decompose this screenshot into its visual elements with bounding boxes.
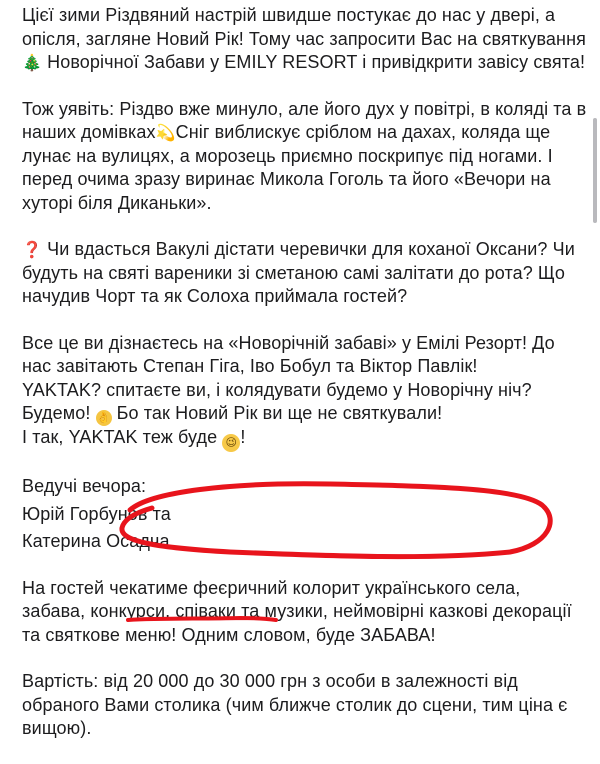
text-fragment: Будемо! (22, 403, 91, 423)
text-fragment: Бо так Новий Рік ви ще не святкували! (116, 403, 443, 423)
paragraph-artists (22, 332, 590, 453)
text-fragment: ! (240, 427, 246, 447)
text-line: забава, конкурси, співаки та музики, неймовірні казкові декорації (22, 601, 572, 621)
text-line (22, 402, 590, 426)
question-mark-icon: ❓ (22, 240, 43, 259)
text-fragment: Новорічної Забави у EMILY RESORT і привідкрити завісу свята! (47, 52, 586, 72)
text-line (22, 426, 590, 452)
text-line: Катерина Осадча (22, 531, 170, 551)
text-line: начудив Чорт та як Солоха приймала гостей? (22, 286, 408, 306)
post-text (22, 4, 590, 764)
text-line: опісля, загляне Новий Рік! Тому час запросити Вас на святкування (22, 28, 586, 49)
text-fragment: І так, YAKTAK теж буде (22, 427, 218, 447)
dizzy-sparkle-icon: 💫 (155, 123, 176, 142)
paragraph-questions (22, 238, 590, 309)
paragraph-program (22, 577, 590, 648)
ok-hand-icon: 👌 (96, 412, 111, 424)
scrollbar-thumb[interactable] (593, 118, 597, 223)
paragraph-price (22, 670, 590, 741)
text-line: Тож уявіть: Різдво вже минуло, але його дух у повітрі, в коляді та в (22, 98, 587, 119)
text-line: Юрій Горбунов та (22, 503, 171, 524)
winking-face-icon: 😉 (222, 434, 240, 452)
text-line (22, 51, 590, 75)
text-line (22, 121, 590, 145)
text-line: лунає на вулицях, а морозець приємно поскрипує під ногами. І (22, 145, 553, 166)
text-line: нас завітають Степан Гіга, Іво Бобул та Віктор Павлік! (22, 356, 478, 376)
paragraph-hosts (22, 475, 590, 554)
text-line: Цієї зими Різдвяний настрій швидше постукає до нас у двері, а (22, 5, 556, 25)
text-line: Ведучі вечора: (22, 476, 147, 496)
text-line: На гостей чекатиме феєричний колорит українського села, (22, 577, 521, 598)
text-line: будуть на святі вареники зі сметаною самі залітати до рота? Що (22, 262, 566, 283)
text-line: YAKTAK? спитаєте ви, і колядувати будемо у Новорічну ніч? (22, 379, 532, 400)
text-fragment: Чи вдасться Вакулі дістати черевички для коханої Оксани? Чи (47, 239, 575, 259)
text-line: хуторі біля Диканьки». (22, 192, 212, 213)
text-line (22, 238, 590, 262)
text-line: вищою). (22, 718, 92, 738)
text-line: Все це ви дізнаєтесь на «Новорічній забаві» у Емілі Резорт! До (22, 332, 555, 353)
christmas-tree-icon: 🎄 (22, 53, 43, 72)
paragraph-imagine (22, 98, 590, 216)
text-fragment: наших домівках (22, 122, 156, 142)
text-line: обраного Вами столика (чим ближче столик до сцени, тим ціна є (22, 694, 568, 715)
text-line: Вартість: від 20 000 до 30 000 грн з особи в залежності від (22, 671, 518, 691)
text-fragment: Сніг виблискує сріблом на дахах, коляда ще (175, 122, 551, 142)
paragraph-intro (22, 4, 590, 75)
text-line: та святкове меню! Одним словом, буде ЗАБАВА! (22, 624, 436, 645)
text-line: перед очима зразу виринає Микола Гоголь та його «Вечори на (22, 169, 551, 189)
